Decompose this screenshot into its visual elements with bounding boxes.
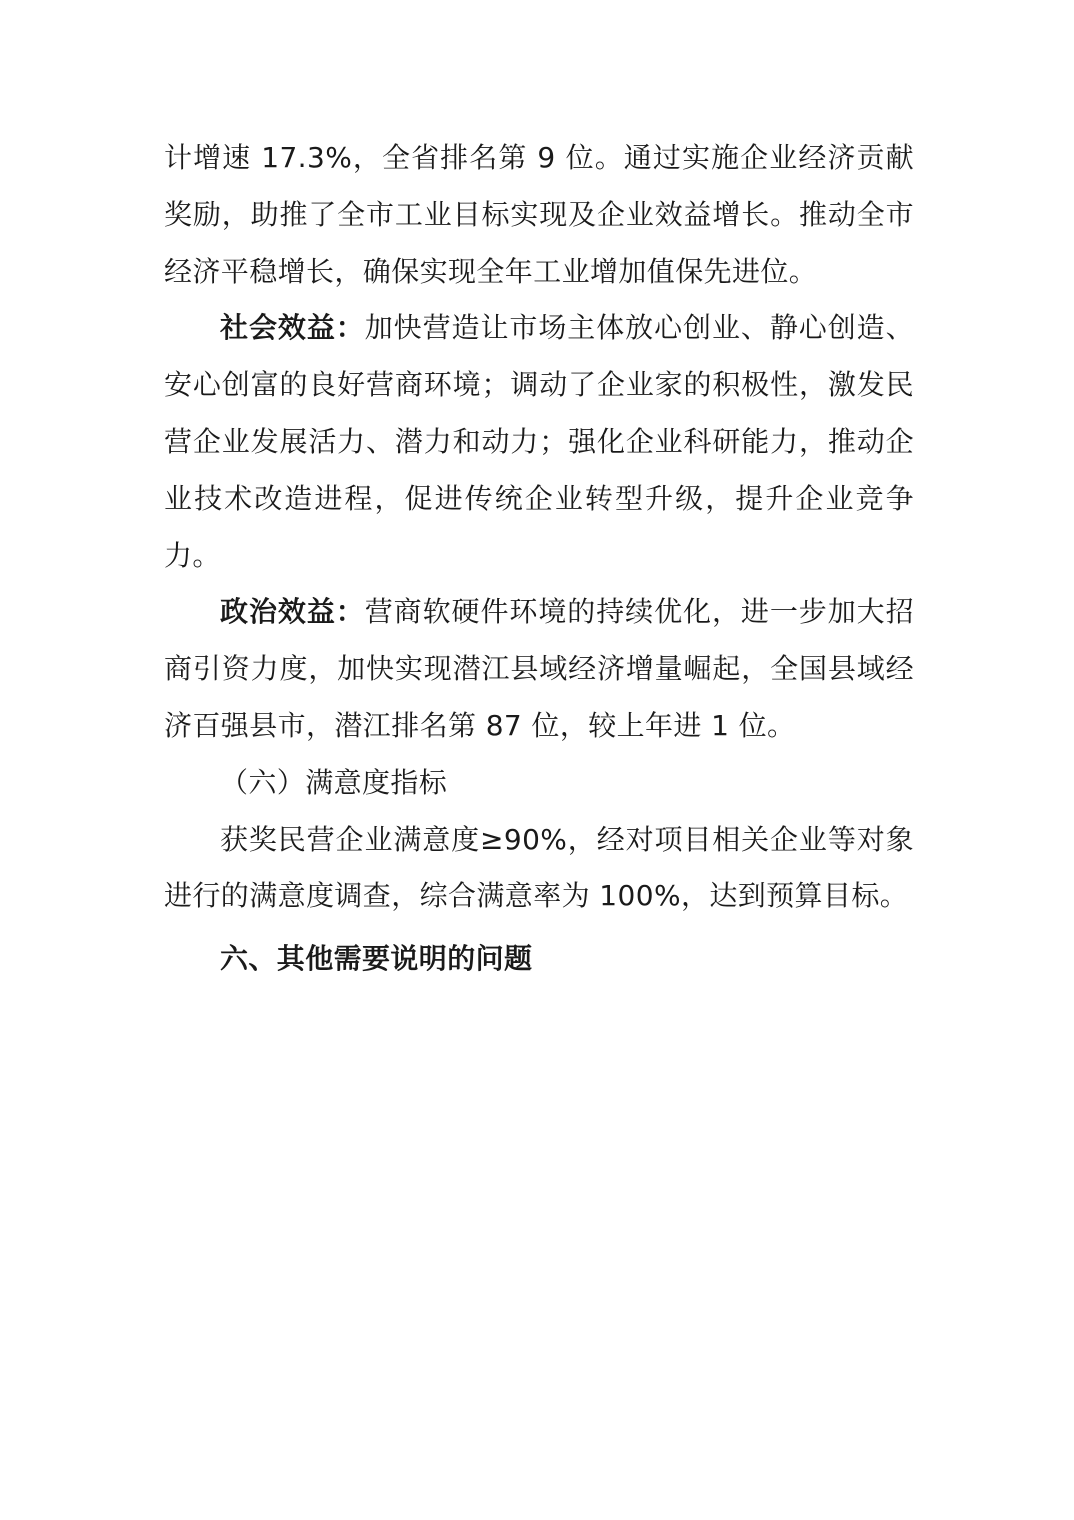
subheading-satisfaction: （六）满意度指标	[220, 765, 448, 799]
paragraph-satisfaction: 获奖民营企业满意度≥90%，经对项目相关企业等对象进行的满意度调查，综合满意率为 100%，达到预算目标。	[164, 822, 914, 913]
political-benefit-text: 营商软硬件环境的持续优化，进一步加大招商引资力度，加快实现潜江县域经济增量崛起，全国县域经济百强县市，潜江排名第 87 位，较上年进 1 位。	[164, 595, 914, 742]
social-benefit-text: 加快营造让市场主体放心创业、静心创造、安心创富的良好营商环境；调动了企业家的积极性，激发民营企业发展活力、潜力和动力；强化企业科研能力，推动企业技术改造进程，促进传统企业转型升级，提升企业竞争力。	[164, 311, 914, 572]
section-heading-other-issues: 六、其他需要说明的问题	[220, 942, 533, 976]
document-body	[164, 130, 914, 988]
social-benefit-label: 社会效益：	[220, 311, 365, 345]
paragraph-economic-benefit: 计增速 17.3%，全省排名第 9 位。通过实施企业经济贡献奖励，助推了全市工业目标实现及企业效益增长。推动全市经济平稳增长，确保实现全年工业增加值保先进位。	[164, 141, 914, 288]
paragraph-social-benefit	[164, 300, 914, 584]
paragraph-political-benefit	[164, 584, 914, 754]
political-benefit-label: 政治效益：	[220, 595, 365, 629]
